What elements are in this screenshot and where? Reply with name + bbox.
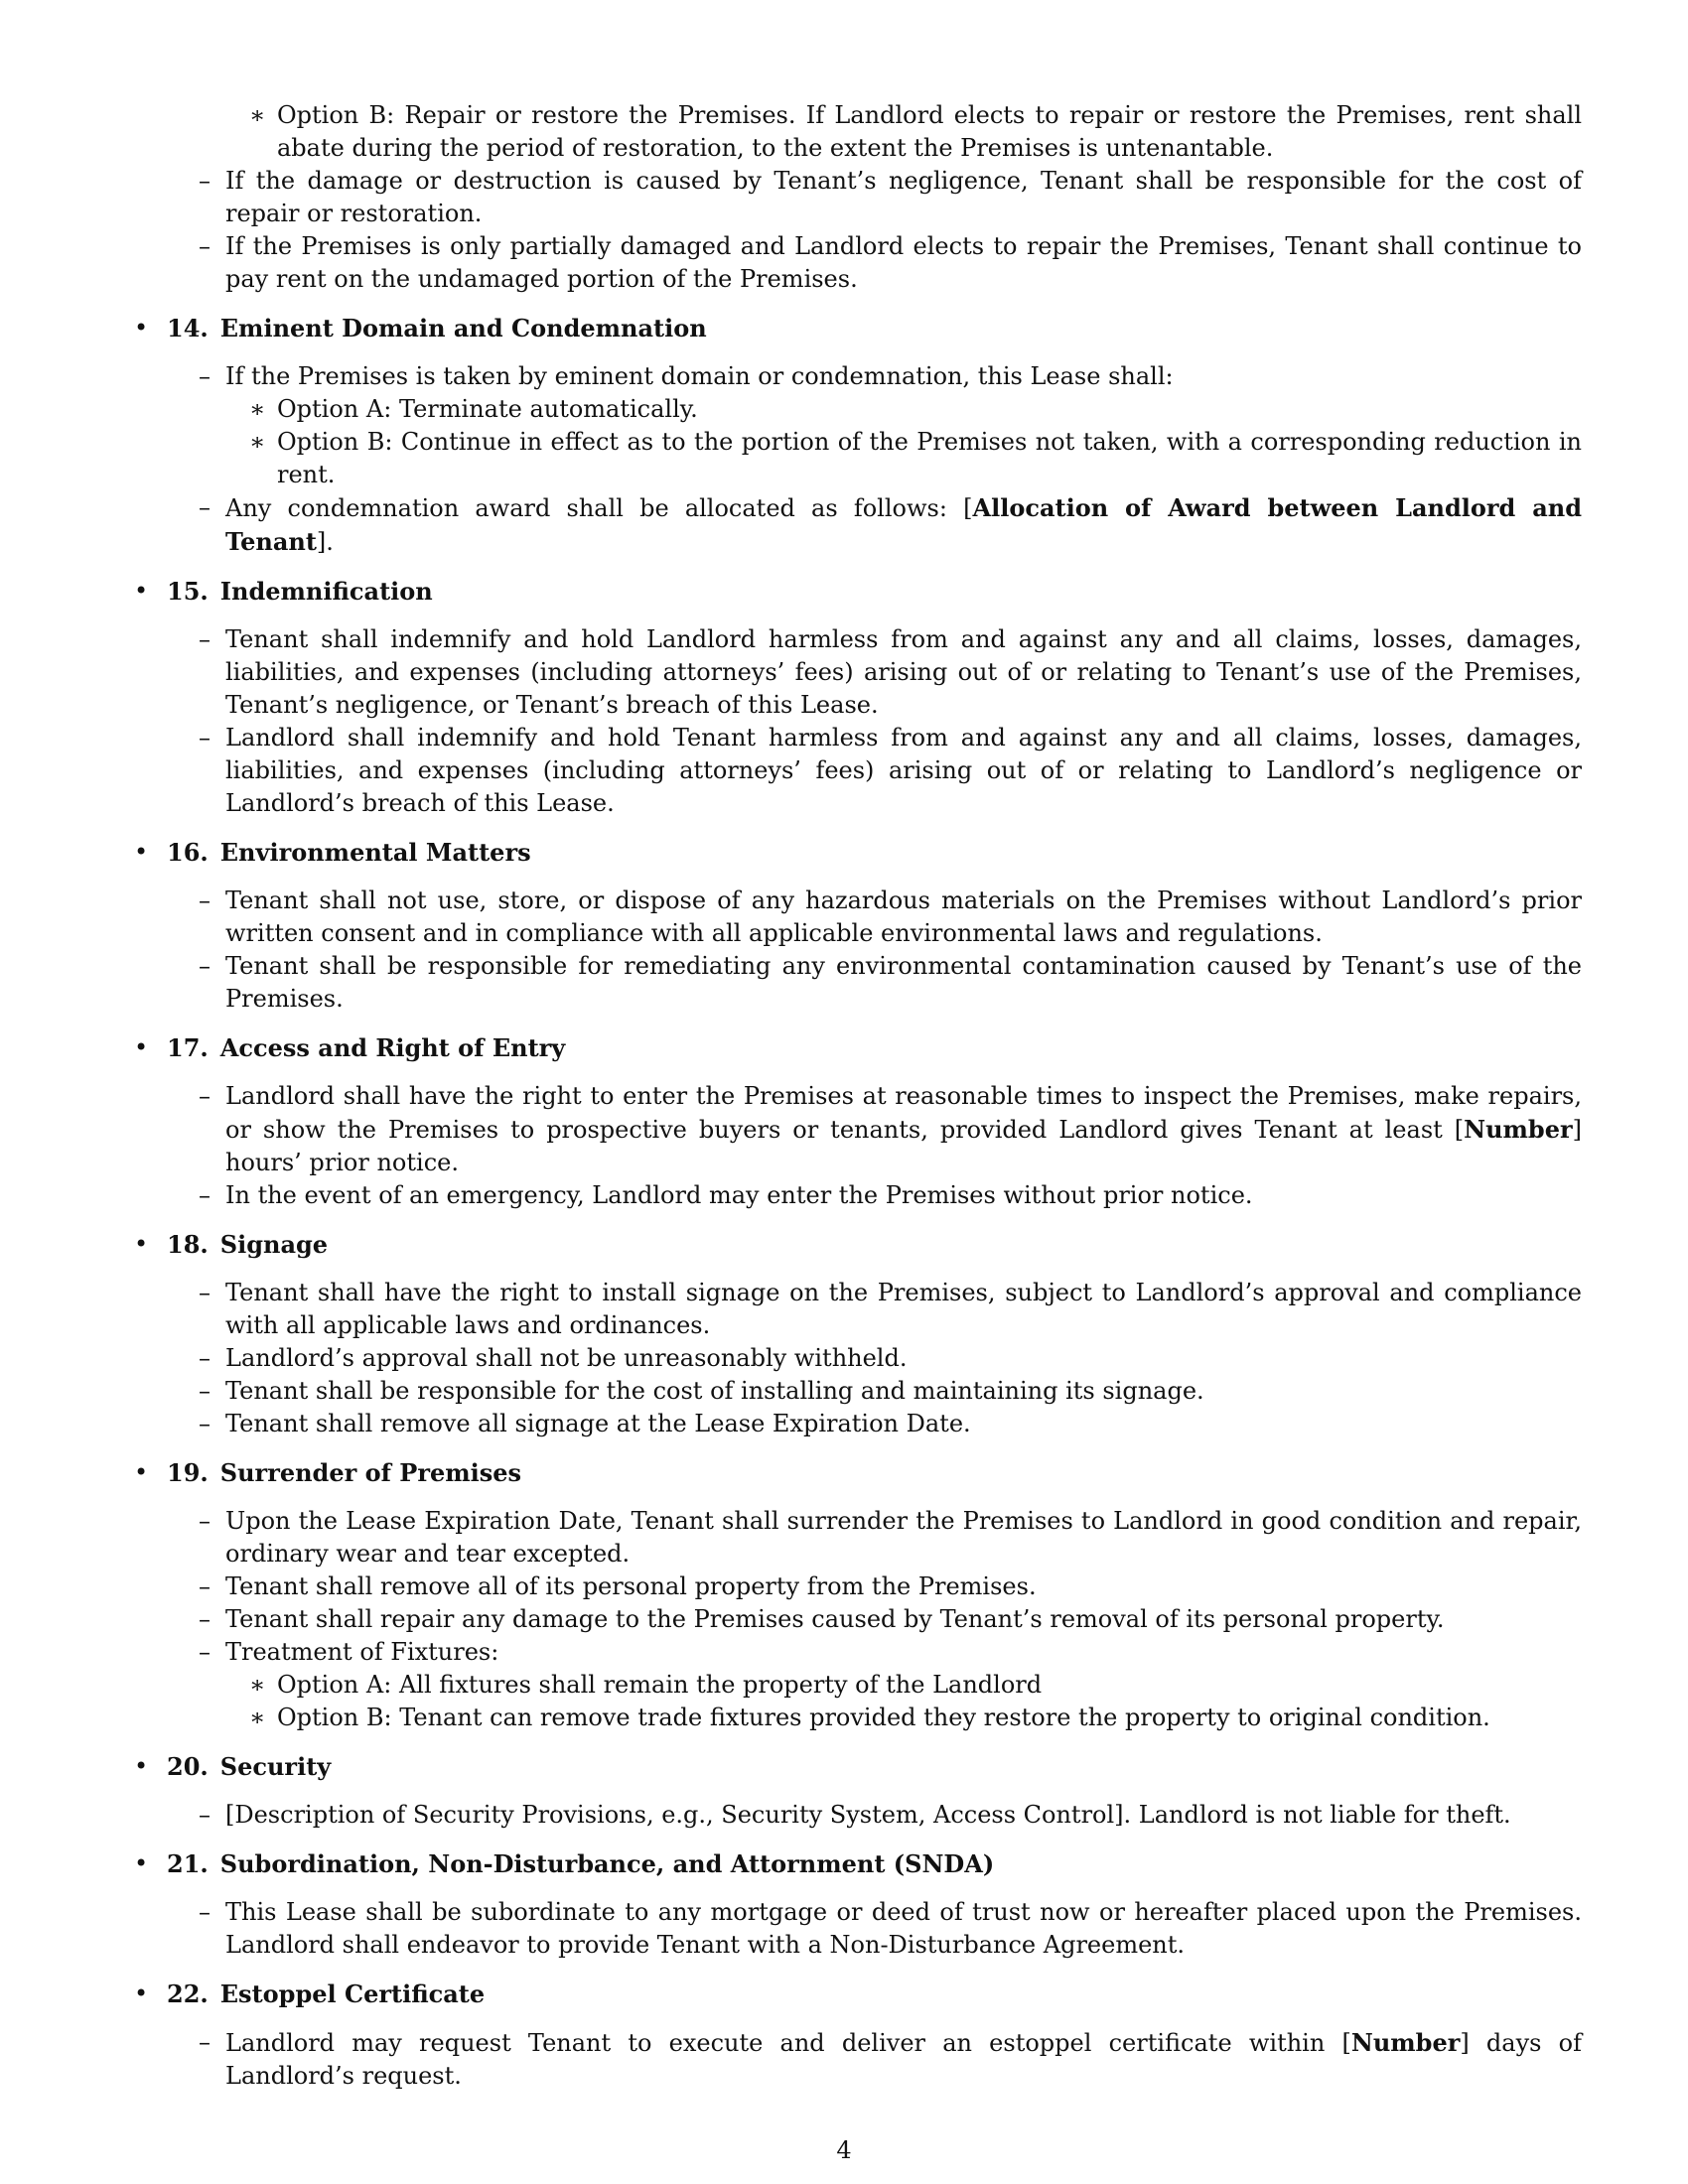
list-item-text: Tenant shall indemnify and hold Landlord harmless from and against any and all claims, losses, damages, liabilities, and expenses (including attorneys’ fees) arising out of or relating to Tenant’s use of the Premises, Tenant’s negligence, or Tenant’s breach of this Lease. xyxy=(225,625,1582,719)
placeholder-bold: Number xyxy=(1464,1115,1573,1144)
dash-marker: – xyxy=(199,1410,211,1437)
list-item-text: [Description of Security Provisions, e.g., Security System, Access Control]. Landlord is not liable for theft. xyxy=(225,1801,1511,1829)
list-subitem xyxy=(134,426,1582,491)
placeholder-bold: Allocation of Award between Landlord and Tenant xyxy=(225,493,1582,556)
list-item xyxy=(134,360,1582,393)
dash-marker: – xyxy=(199,887,211,914)
list-item-text: Upon the Lease Expiration Date, Tenant shall surrender the Premises to Landlord in good condition and repair, ordinary wear and tear excepted. xyxy=(225,1507,1582,1568)
bullet-marker: • xyxy=(134,314,149,341)
list-item xyxy=(134,1636,1582,1669)
bullet-marker: • xyxy=(134,577,149,605)
section-title: Indemnification xyxy=(219,577,433,606)
section-heading xyxy=(134,312,1582,344)
section-title: Security xyxy=(219,1752,332,1781)
list-item-text: Tenant shall be responsible for remediating any environmental contamination caused by Tenant’s use of the Premises. xyxy=(225,952,1582,1013)
section-number: 16. xyxy=(167,838,209,867)
list-item xyxy=(134,1179,1582,1212)
list-item xyxy=(134,491,1582,559)
list-item-text: Tenant shall remove all signage at the Lease Expiration Date. xyxy=(225,1410,971,1437)
list-item xyxy=(134,1408,1582,1440)
list-item xyxy=(134,1080,1582,1179)
dash-marker: – xyxy=(199,1344,211,1372)
list-item-text: Tenant shall be responsible for the cost of installing and maintaining its signage. xyxy=(225,1377,1204,1405)
text-run: Landlord shall have the right to enter the Premises at reasonable times to inspect the Premises, make repairs, or show the Premises to prospective buyers or tenants, provided Landlord gives Tenant at least [ xyxy=(225,1082,1582,1144)
dash-marker: – xyxy=(199,493,211,521)
star-marker: ∗ xyxy=(249,1704,266,1731)
star-marker: ∗ xyxy=(249,395,266,423)
section-22 xyxy=(134,1978,1582,2093)
list-item-text: Landlord’s approval shall not be unreasonably withheld. xyxy=(225,1344,908,1372)
page-number: 4 xyxy=(836,2136,852,2164)
section-heading xyxy=(134,1750,1582,1783)
list-item xyxy=(134,1375,1582,1408)
list-item xyxy=(134,885,1582,950)
dash-marker: – xyxy=(199,1605,211,1633)
list-item-text: Tenant shall repair any damage to the Premises caused by Tenant’s removal of its personal property. xyxy=(225,1605,1445,1633)
dash-marker: – xyxy=(199,362,211,390)
list-item xyxy=(134,950,1582,1016)
list-subitem-text: Option B: Repair or restore the Premises. If Landlord elects to repair or restore the Premises, rent shall abate during the period of restoration, to the extent the Premises is untenantable. xyxy=(277,101,1582,162)
list-subitem-text: Option A: All fixtures shall remain the property of the Landlord xyxy=(277,1671,1043,1699)
list-item-text: If the Premises is only partially damaged and Landlord elects to repair the Premises, Tenant shall continue to pay rent on the undamaged portion of the Premises. xyxy=(225,232,1582,293)
dash-marker: – xyxy=(199,1082,211,1110)
list-item-text: Treatment of Fixtures: xyxy=(225,1638,499,1666)
list-item-text xyxy=(225,2029,1582,2090)
section-number: 20. xyxy=(167,1752,209,1781)
section-number: 17. xyxy=(167,1033,209,1062)
section-title: Estoppel Certificate xyxy=(219,1979,486,2008)
list-item-text: Tenant shall not use, store, or dispose of any hazardous materials on the Premises without Landlord’s prior written consent and in compliance with all applicable environmental laws and regulations. xyxy=(225,887,1582,947)
section-number: 21. xyxy=(167,1849,209,1878)
text-run: ] hours’ prior notice. xyxy=(225,1116,1582,1176)
section-number: 15. xyxy=(167,577,209,606)
star-marker: ∗ xyxy=(249,101,266,129)
bullet-marker: • xyxy=(134,1979,149,2007)
section-heading xyxy=(134,836,1582,869)
dash-marker: – xyxy=(199,1279,211,1306)
section-title: Subordination, Non-Disturbance, and Attornment (SNDA) xyxy=(219,1849,995,1878)
section-title: Environmental Matters xyxy=(219,838,531,867)
section-heading xyxy=(134,1978,1582,2010)
list-item-text: If the damage or destruction is caused by Tenant’s negligence, Tenant shall be responsible for the cost of repair or restoration. xyxy=(225,167,1582,227)
list-subitem-text: Option A: Terminate automatically. xyxy=(277,395,698,423)
list-item-text: Tenant shall remove all of its personal property from the Premises. xyxy=(225,1572,1037,1600)
section-17 xyxy=(134,1031,1582,1212)
section-title: Signage xyxy=(219,1230,329,1259)
star-marker: ∗ xyxy=(249,1671,266,1699)
list-item-text: In the event of an emergency, Landlord may enter the Premises without prior notice. xyxy=(225,1181,1253,1209)
bullet-marker: • xyxy=(134,838,149,866)
star-marker: ∗ xyxy=(249,428,266,456)
list-item-text: If the Premises is taken by eminent domain or condemnation, this Lease shall: xyxy=(225,362,1174,390)
section-number: 22. xyxy=(167,1979,209,2008)
section-18 xyxy=(134,1228,1582,1440)
section-13-continued xyxy=(134,99,1582,296)
dash-marker: – xyxy=(199,232,211,260)
list-item xyxy=(134,623,1582,722)
section-16 xyxy=(134,836,1582,1016)
dash-marker: – xyxy=(199,1181,211,1209)
list-subitem xyxy=(134,99,1582,165)
list-subitem xyxy=(134,1669,1582,1702)
dash-marker: – xyxy=(199,1638,211,1666)
list-item xyxy=(134,1799,1582,1832)
placeholder-bold: Number xyxy=(1350,2028,1461,2057)
dash-marker: – xyxy=(199,1898,211,1926)
dash-marker: – xyxy=(199,167,211,195)
list-item-text xyxy=(225,494,1582,556)
list-item xyxy=(134,1603,1582,1636)
bullet-marker: • xyxy=(134,1752,149,1780)
list-subitem xyxy=(134,393,1582,426)
section-heading xyxy=(134,1456,1582,1489)
section-title: Access and Right of Entry xyxy=(219,1033,566,1062)
dash-marker: – xyxy=(199,724,211,751)
dash-marker: – xyxy=(199,1572,211,1600)
list-item-text: Tenant shall have the right to install signage on the Premises, subject to Landlord’s approval and compliance with all applicable laws and ordinances. xyxy=(225,1279,1582,1339)
section-15 xyxy=(134,575,1582,820)
list-item xyxy=(134,1277,1582,1342)
list-item xyxy=(134,230,1582,296)
section-14 xyxy=(134,312,1582,559)
dash-marker: – xyxy=(199,1377,211,1405)
list-item-text: Landlord shall indemnify and hold Tenant harmless from and against any and all claims, losses, damages, liabilities, and expenses (including attorneys’ fees) arising out of or relating to Landlord’s negligence or Landlord’s breach of this Lease. xyxy=(225,724,1582,817)
section-title: Surrender of Premises xyxy=(219,1458,522,1487)
list-subitem-text: Option B: Continue in effect as to the portion of the Premises not taken, with a corresponding reduction in rent. xyxy=(277,428,1582,488)
section-title: Eminent Domain and Condemnation xyxy=(219,314,707,342)
list-item xyxy=(134,1896,1582,1962)
dash-marker: – xyxy=(199,2028,211,2056)
list-item-text: This Lease shall be subordinate to any mortgage or deed of trust now or hereafter placed upon the Premises. Landlord shall endeavor to provide Tenant with a Non-Disturbance Agreement. xyxy=(225,1898,1582,1959)
list-item xyxy=(134,722,1582,820)
bullet-marker: • xyxy=(134,1230,149,1258)
text-run: Landlord may request Tenant to execute and deliver an estoppel certificate within [ xyxy=(225,2029,1351,2057)
section-19 xyxy=(134,1456,1582,1734)
text-run: ]. xyxy=(316,528,334,556)
text-run: Any condemnation award shall be allocated as follows: [ xyxy=(225,494,973,522)
list-item-text xyxy=(225,1082,1582,1176)
section-number: 14. xyxy=(167,314,209,342)
section-20 xyxy=(134,1750,1582,1832)
section-heading xyxy=(134,575,1582,608)
bullet-marker: • xyxy=(134,1033,149,1061)
text-run: ] days of Landlord’s request. xyxy=(225,2029,1583,2090)
section-number: 18. xyxy=(167,1230,209,1259)
list-item xyxy=(134,2026,1582,2093)
section-heading xyxy=(134,1228,1582,1261)
list-subitem-text: Option B: Tenant can remove trade fixtures provided they restore the property to original condition. xyxy=(277,1704,1490,1731)
dash-marker: – xyxy=(199,1507,211,1535)
section-21 xyxy=(134,1847,1582,1962)
list-item xyxy=(134,1342,1582,1375)
document-body xyxy=(134,99,1582,2093)
section-number: 19. xyxy=(167,1458,209,1487)
dash-marker: – xyxy=(199,1801,211,1829)
section-heading xyxy=(134,1031,1582,1064)
list-subitem xyxy=(134,1702,1582,1734)
section-heading xyxy=(134,1847,1582,1880)
dash-marker: – xyxy=(199,952,211,980)
list-item xyxy=(134,1505,1582,1570)
list-item xyxy=(134,165,1582,230)
dash-marker: – xyxy=(199,625,211,653)
list-item xyxy=(134,1570,1582,1603)
bullet-marker: • xyxy=(134,1458,149,1486)
bullet-marker: • xyxy=(134,1849,149,1877)
